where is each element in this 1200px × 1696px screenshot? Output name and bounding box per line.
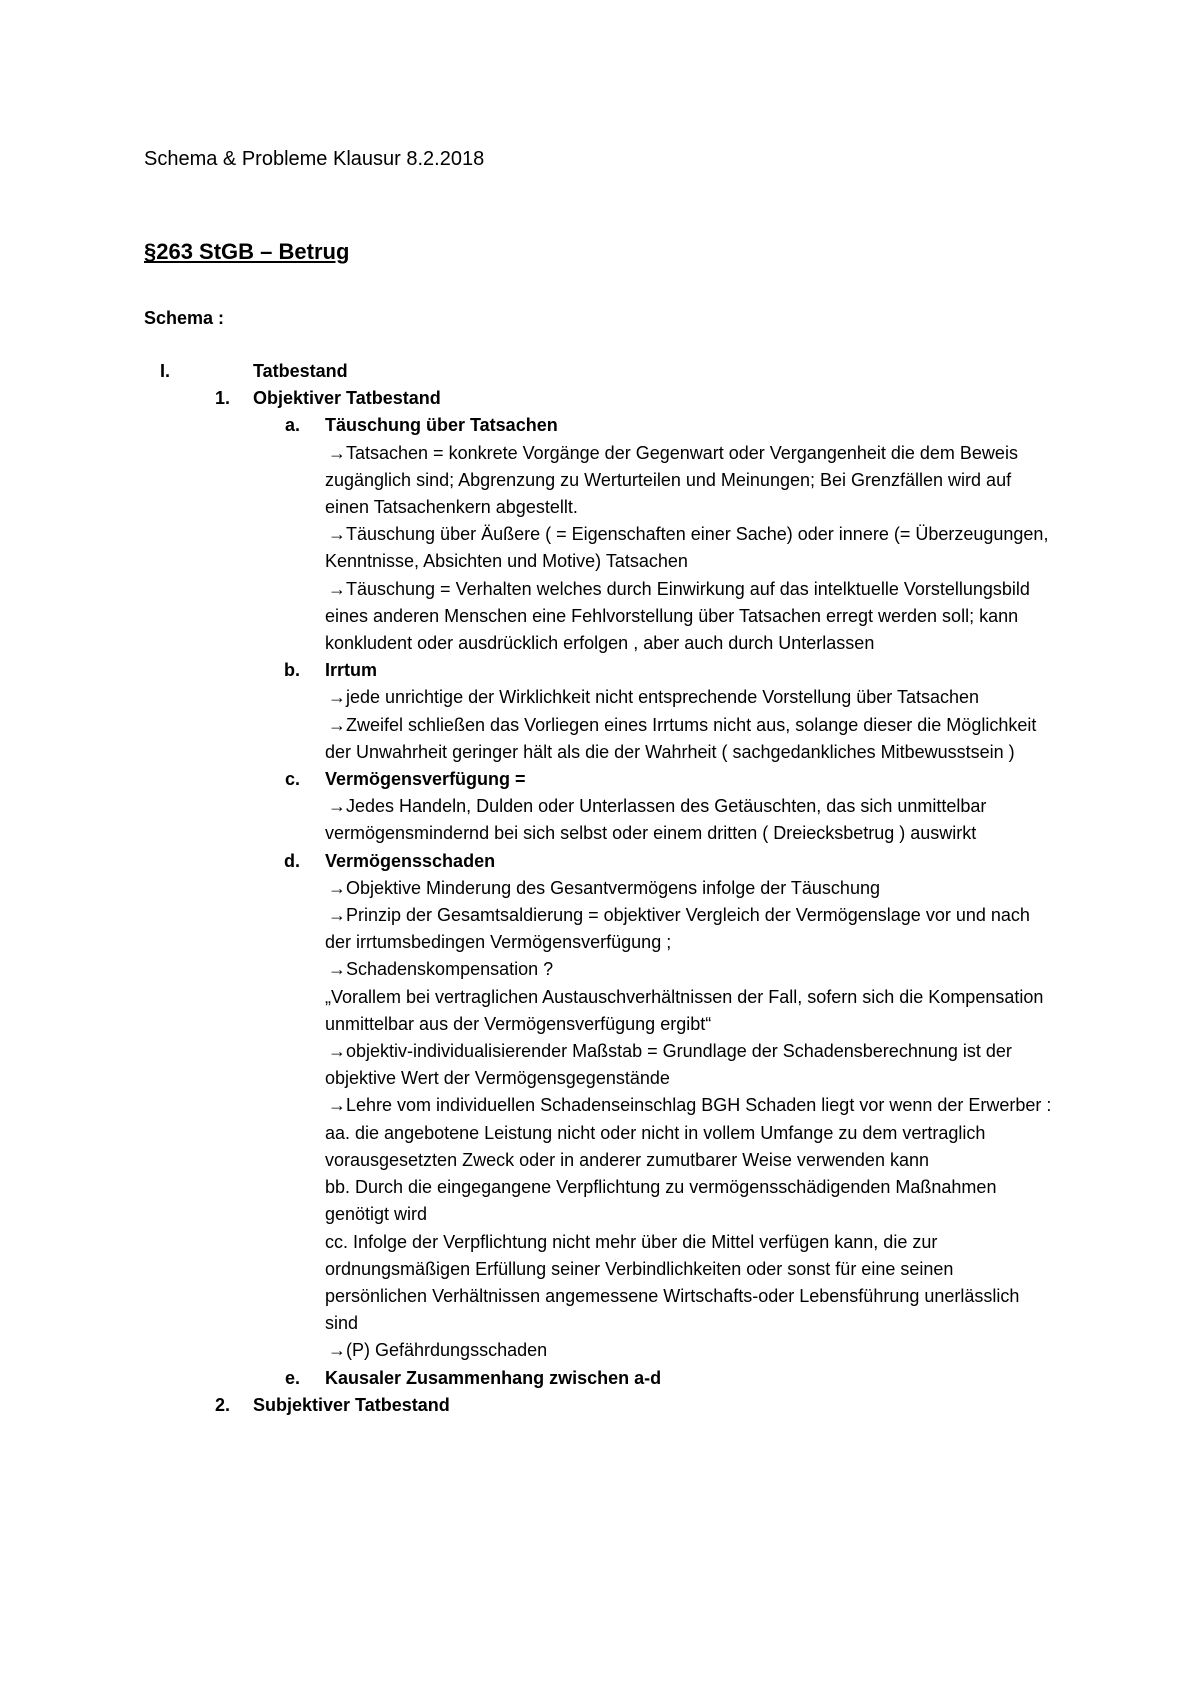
outline-body-text (0, 984, 1200, 1038)
outline-text: Irrtum (325, 660, 378, 681)
outline-marker: b. (284, 660, 300, 681)
outline-heading-lvl3 (0, 848, 1200, 875)
outline-text: Prinzip der Gesamtsaldierung = objektiver Vergleich der Vermögenslage vor und nach der irrtumsbedingen Vermögensverfügung ; (325, 905, 1030, 953)
arrow-right-icon: → (328, 1340, 346, 1361)
outline-marker: d. (284, 850, 300, 871)
arrow-right-icon: → (328, 1041, 346, 1062)
outline-text: Tatbestand (253, 361, 348, 381)
outline-heading-lvl3 (0, 412, 1200, 439)
outline-heading-lvl2 (0, 385, 1200, 412)
outline-text: „Vorallem bei vertraglichen Austauschverhältnissen der Fall, sofern sich die Kompensation unmittelbar aus der Vermögensverfügung ergibt“ (325, 986, 1044, 1034)
outline-body-text (0, 1038, 1200, 1092)
outline-text: Jedes Handeln, Dulden oder Unterlassen des Getäuschten, das sich unmittelbar vermögensmindernd bei sich selbst oder einem dritten ( Dreiecksbetrug ) auswirkt (325, 796, 987, 844)
outline-body-text (0, 440, 1200, 522)
outline-text: Kausaler Zusammenhang zwischen a-d (325, 1367, 662, 1388)
outline-heading-lvl3 (0, 657, 1200, 684)
outline-heading-lvl3 (0, 766, 1200, 793)
outline-body-text (0, 1337, 1200, 1364)
outline-body-text (0, 902, 1200, 956)
arrow-right-icon: → (328, 796, 346, 817)
outline-marker: 1. (214, 388, 230, 409)
outline-text: objektiv-individualisierender Maßstab = Grundlage der Schadensberechnung ist der objektive Wert der Vermögensgegenstände (325, 1041, 1012, 1089)
outline-text: Vermögensschaden (325, 850, 496, 871)
outline-text: Objektiver Tatbestand (253, 388, 441, 409)
outline-marker: I. (160, 361, 171, 381)
outline-body-text (0, 875, 1200, 902)
arrow-right-icon: → (328, 1095, 346, 1116)
outline-text: aa. die angebotene Leistung nicht oder nicht in vollem Umfange zu dem vertraglich vorausgesetzten Zweck oder in anderer zumutbarer Weise verwenden kann (325, 1122, 986, 1170)
outline-marker: a. (284, 415, 300, 436)
outline-text: Zweifel schließen das Vorliegen eines Irrtums nicht aus, solange dieser die Möglichkeit der Unwahrheit geringer hält als die der Wahrheit ( sachgedankliches Mitbewusstsein ) (325, 714, 1037, 762)
outline-heading-lvl2 (0, 1392, 1200, 1419)
arrow-right-icon: → (328, 959, 346, 980)
outline-text: Subjektiver Tatbestand (253, 1394, 450, 1415)
outline-heading-lvl3 (0, 1365, 1200, 1392)
arrow-right-icon: → (328, 905, 346, 926)
outline-marker: c. (284, 769, 300, 790)
outline-text: bb. Durch die eingegangene Verpflichtung zu vermögensschädigenden Maßnahmen genötigt wird (325, 1177, 997, 1225)
outline-marker: e. (284, 1367, 300, 1388)
outline-text: Objektive Minderung des Gesantvermögens infolge der Täuschung (346, 877, 880, 898)
outline-text: Täuschung = Verhalten welches durch Einwirkung auf das intelktuelle Vorstellungsbild eines anderen Menschen eine Fehlvorstellung über Tatsachen erregt werden soll; kann konkludent oder ausdrücklich erfolgen , aber auch durch Unterlassen (325, 578, 1030, 654)
outline-text: Schadenskompensation ? (346, 959, 554, 980)
schema-label: Schema : (144, 308, 225, 328)
outline-text: Tatsachen = konkrete Vorgänge der Gegenwart oder Vergangenheit die dem Beweis zugänglich sind; Abgrenzung zu Werturteilen und Meinungen; Bei Grenzfällen wird auf einen Tatsachenkern abgestellt. (325, 442, 1018, 518)
outline-text: Lehre vom individuellen Schadenseinschlag BGH Schaden liegt vor wenn der Erwerber : (346, 1095, 1052, 1116)
outline-marker: 2. (214, 1394, 230, 1415)
document-heading: Schema & Probleme Klausur 8.2.2018 (144, 148, 485, 170)
arrow-right-icon: → (328, 524, 346, 545)
outline-text: Vermögensverfügung = (325, 769, 526, 790)
outline-body-text (0, 1229, 1200, 1338)
arrow-right-icon: → (328, 687, 346, 708)
outline-body-text (0, 521, 1200, 575)
outline-text: jede unrichtige der Wirklichkeit nicht entsprechende Vorstellung über Tatsachen (346, 687, 980, 708)
outline-body-text (0, 576, 1200, 658)
arrow-right-icon: → (328, 578, 346, 599)
arrow-right-icon: → (328, 714, 346, 735)
outline-text: Täuschung über Äußere ( = Eigenschaften einer Sache) oder innere (= Überzeugungen, Kenntnisse, Absichten und Motive) Tatsachen (325, 524, 1049, 572)
outline-text: cc. Infolge der Verpflichtung nicht mehr über die Mittel verfügen kann, die zur ordnungsmäßigen Erfüllung seiner Verbindlichkeiten oder sonst für eine seinen persönlichen Verhältnissen angemessene Wirtschafts-oder Lebensführung unerlässlich sind (325, 1231, 1020, 1334)
outline-heading-lvl1 (0, 358, 1200, 385)
outline-body-text (0, 1120, 1200, 1174)
outline-text: Täuschung über Tatsachen (325, 415, 558, 436)
outline-body-text (0, 1174, 1200, 1228)
section-title: §263 StGB – Betrug (144, 239, 350, 264)
outline-text: (P) Gefährdungsschaden (346, 1340, 548, 1361)
outline-body-text (0, 956, 1200, 983)
schema-outline (0, 358, 1200, 1419)
outline-body-text (0, 1092, 1200, 1119)
outline-body-text (0, 684, 1200, 711)
arrow-right-icon: → (328, 442, 346, 463)
outline-body-text (0, 793, 1200, 847)
arrow-right-icon: → (328, 877, 346, 898)
outline-body-text (0, 712, 1200, 766)
